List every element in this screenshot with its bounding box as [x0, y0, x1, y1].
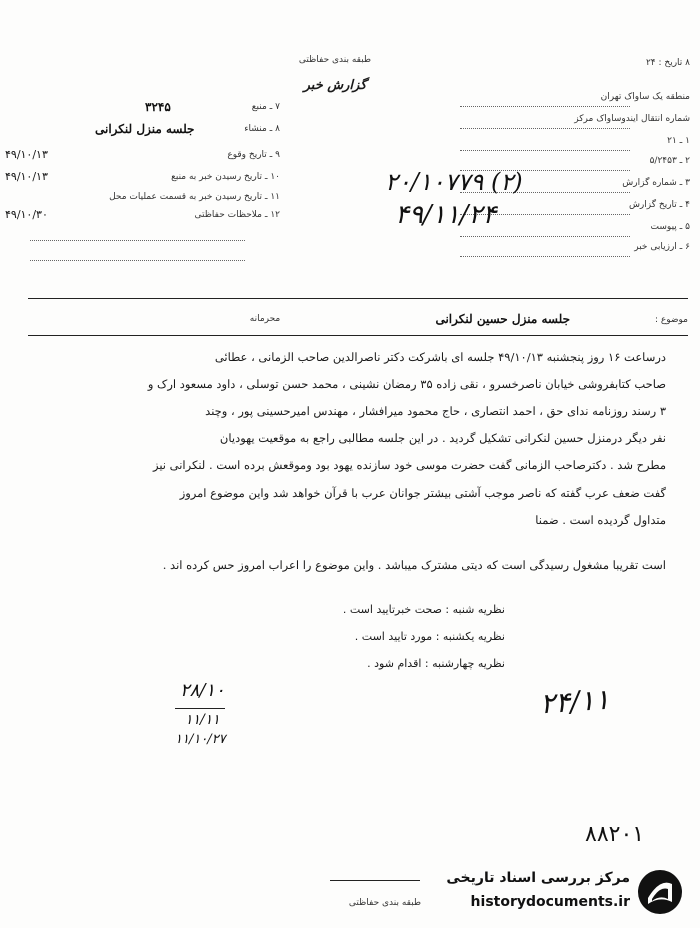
form-label: ۷ ـ منبع: [251, 102, 280, 112]
form-row-security-notes: [5, 208, 280, 226]
assessment-line: نظریه چهارشنبه : اقدام شود .: [367, 657, 505, 670]
body-line: صاحب کتابفروشی خیابان ناصرخسرو ، نقی زاده ۳۵ رمضان نشینی ، محمد حسن توسلی ، داود مسعود ارک و: [147, 377, 666, 391]
subject-label: موضوع :: [654, 315, 688, 325]
bottom-classification: طبقه بندی حفاظتی: [348, 898, 422, 908]
left-note: ۲۸/۱۰: [180, 680, 225, 701]
assessment-line: نظریه یکشنبه : مورد تایید است .: [354, 630, 505, 643]
right-field-4: ۲ ـ ۵/۲۴۵۳: [649, 156, 690, 166]
left-note: ۱۱/۱۱: [185, 712, 220, 728]
right-field-1: منطقه یک ساواک تهران: [600, 92, 690, 102]
handwritten-number: ۲۰/۱۰۷۷۹ (۲): [385, 168, 523, 196]
right-field-5: ۳ ـ شماره گزارش: [622, 178, 690, 188]
watermark: [420, 864, 690, 920]
subject-text: جلسه منزل حسین لنکرانی: [435, 312, 570, 326]
form-title: گزارش خبر: [303, 78, 367, 93]
form-row-origin: [5, 122, 280, 140]
form-value: ۴۹/۱۰/۳۰: [5, 208, 48, 221]
left-form-block: [5, 100, 280, 230]
classification-top: طبقه بندی حفاظتی: [298, 55, 372, 65]
body-line: متداول گردیده است . ضمنا: [535, 513, 666, 527]
form-row-date-ops: [5, 190, 280, 208]
divider-line: [28, 298, 688, 299]
form-label: ۱۰ ـ تاریخ رسیدن خبر به منبع: [171, 172, 280, 182]
right-field-7: ۵ ـ پیوست: [650, 222, 690, 232]
body-line: ۳ رسند روزنامه ندای حق ، احمد انتصاری ، حاج محمود میرافشار ، مهندس امیرحسینی پور ، وچند: [205, 404, 666, 418]
signature: ۲۴/۱۱: [538, 682, 611, 721]
form-label: ۸ ـ منشاء: [244, 124, 280, 134]
watermark-title: مرکز بررسی اسناد تاریخی: [446, 870, 630, 886]
left-note: ۱۱/۱۰/۲۷: [175, 732, 226, 747]
body-line: مطرح شد . دکترصاحب الزمانی گفت حضرت موسی خود سازنده یهود بود وموقعش برده است . لنکرانی نیز: [152, 458, 666, 472]
right-field-8: ۶ ـ ارزیابی خبر: [634, 242, 690, 252]
margin-note: محرمانه: [249, 314, 281, 324]
divider-line: [28, 335, 688, 336]
form-label: ۹ ـ تاریخ وقوع: [227, 150, 280, 160]
archive-logo-icon: [636, 868, 684, 916]
watermark-url: historydocuments.ir: [470, 894, 630, 910]
form-value: جلسه منزل لنکرانی: [95, 122, 195, 136]
top-left-note: ۸ تاریخ : ۲۴: [645, 58, 690, 68]
body-line: گفت ضعف عرب گفته که ناصر موجب آشتی بیشتر جوانان عرب با قرآن خواهد شد واین موضوع امروز: [179, 486, 666, 500]
form-row-source: [5, 100, 280, 118]
form-value: ۴۹/۱۰/۱۳: [5, 148, 48, 161]
form-label: ۱۱ ـ تاریخ رسیدن خبر به قسمت عملیات محل: [109, 192, 280, 202]
body-line: است تقریبا مشغول رسیدگی است که دیتی مشترک میباشد . واین موضوع را اعراب امروز حس کرده اند .: [162, 558, 666, 572]
body-line: درساعت ۱۶ روز پنجشنبه ۴۹/۱۰/۱۳ جلسه ای باشرکت دکتر ناصرالدین صاحب الزمانی ، عطائی: [214, 350, 666, 364]
assessment-line: نظریه شنبه : صحت خبرتایید است .: [342, 603, 505, 616]
right-field-3: ۱ ـ ۲۱: [667, 136, 690, 146]
form-row-date-received: [5, 170, 280, 188]
form-label: ۱۲ ـ ملاحظات حفاظتی: [194, 210, 280, 220]
form-value: ۴۹/۱۰/۱۳: [5, 170, 48, 183]
document-number: ۸۸۲۰۱: [585, 822, 645, 847]
form-row-date-occurred: [5, 148, 280, 166]
handwritten-date: ۴۹/۱۱/۲۴: [395, 200, 497, 230]
right-field-6: ۴ ـ تاریخ گزارش: [628, 200, 690, 210]
form-value: ۳۲۴۵: [145, 100, 171, 114]
body-line: نفر دیگر درمنزل حسین لنکرانی تشکیل گردید . در این جلسه مطالبی راجع به موقعیت یهودیان: [219, 431, 666, 445]
right-field-2: شماره انتقال ایندوساواک مرکز: [574, 114, 690, 124]
